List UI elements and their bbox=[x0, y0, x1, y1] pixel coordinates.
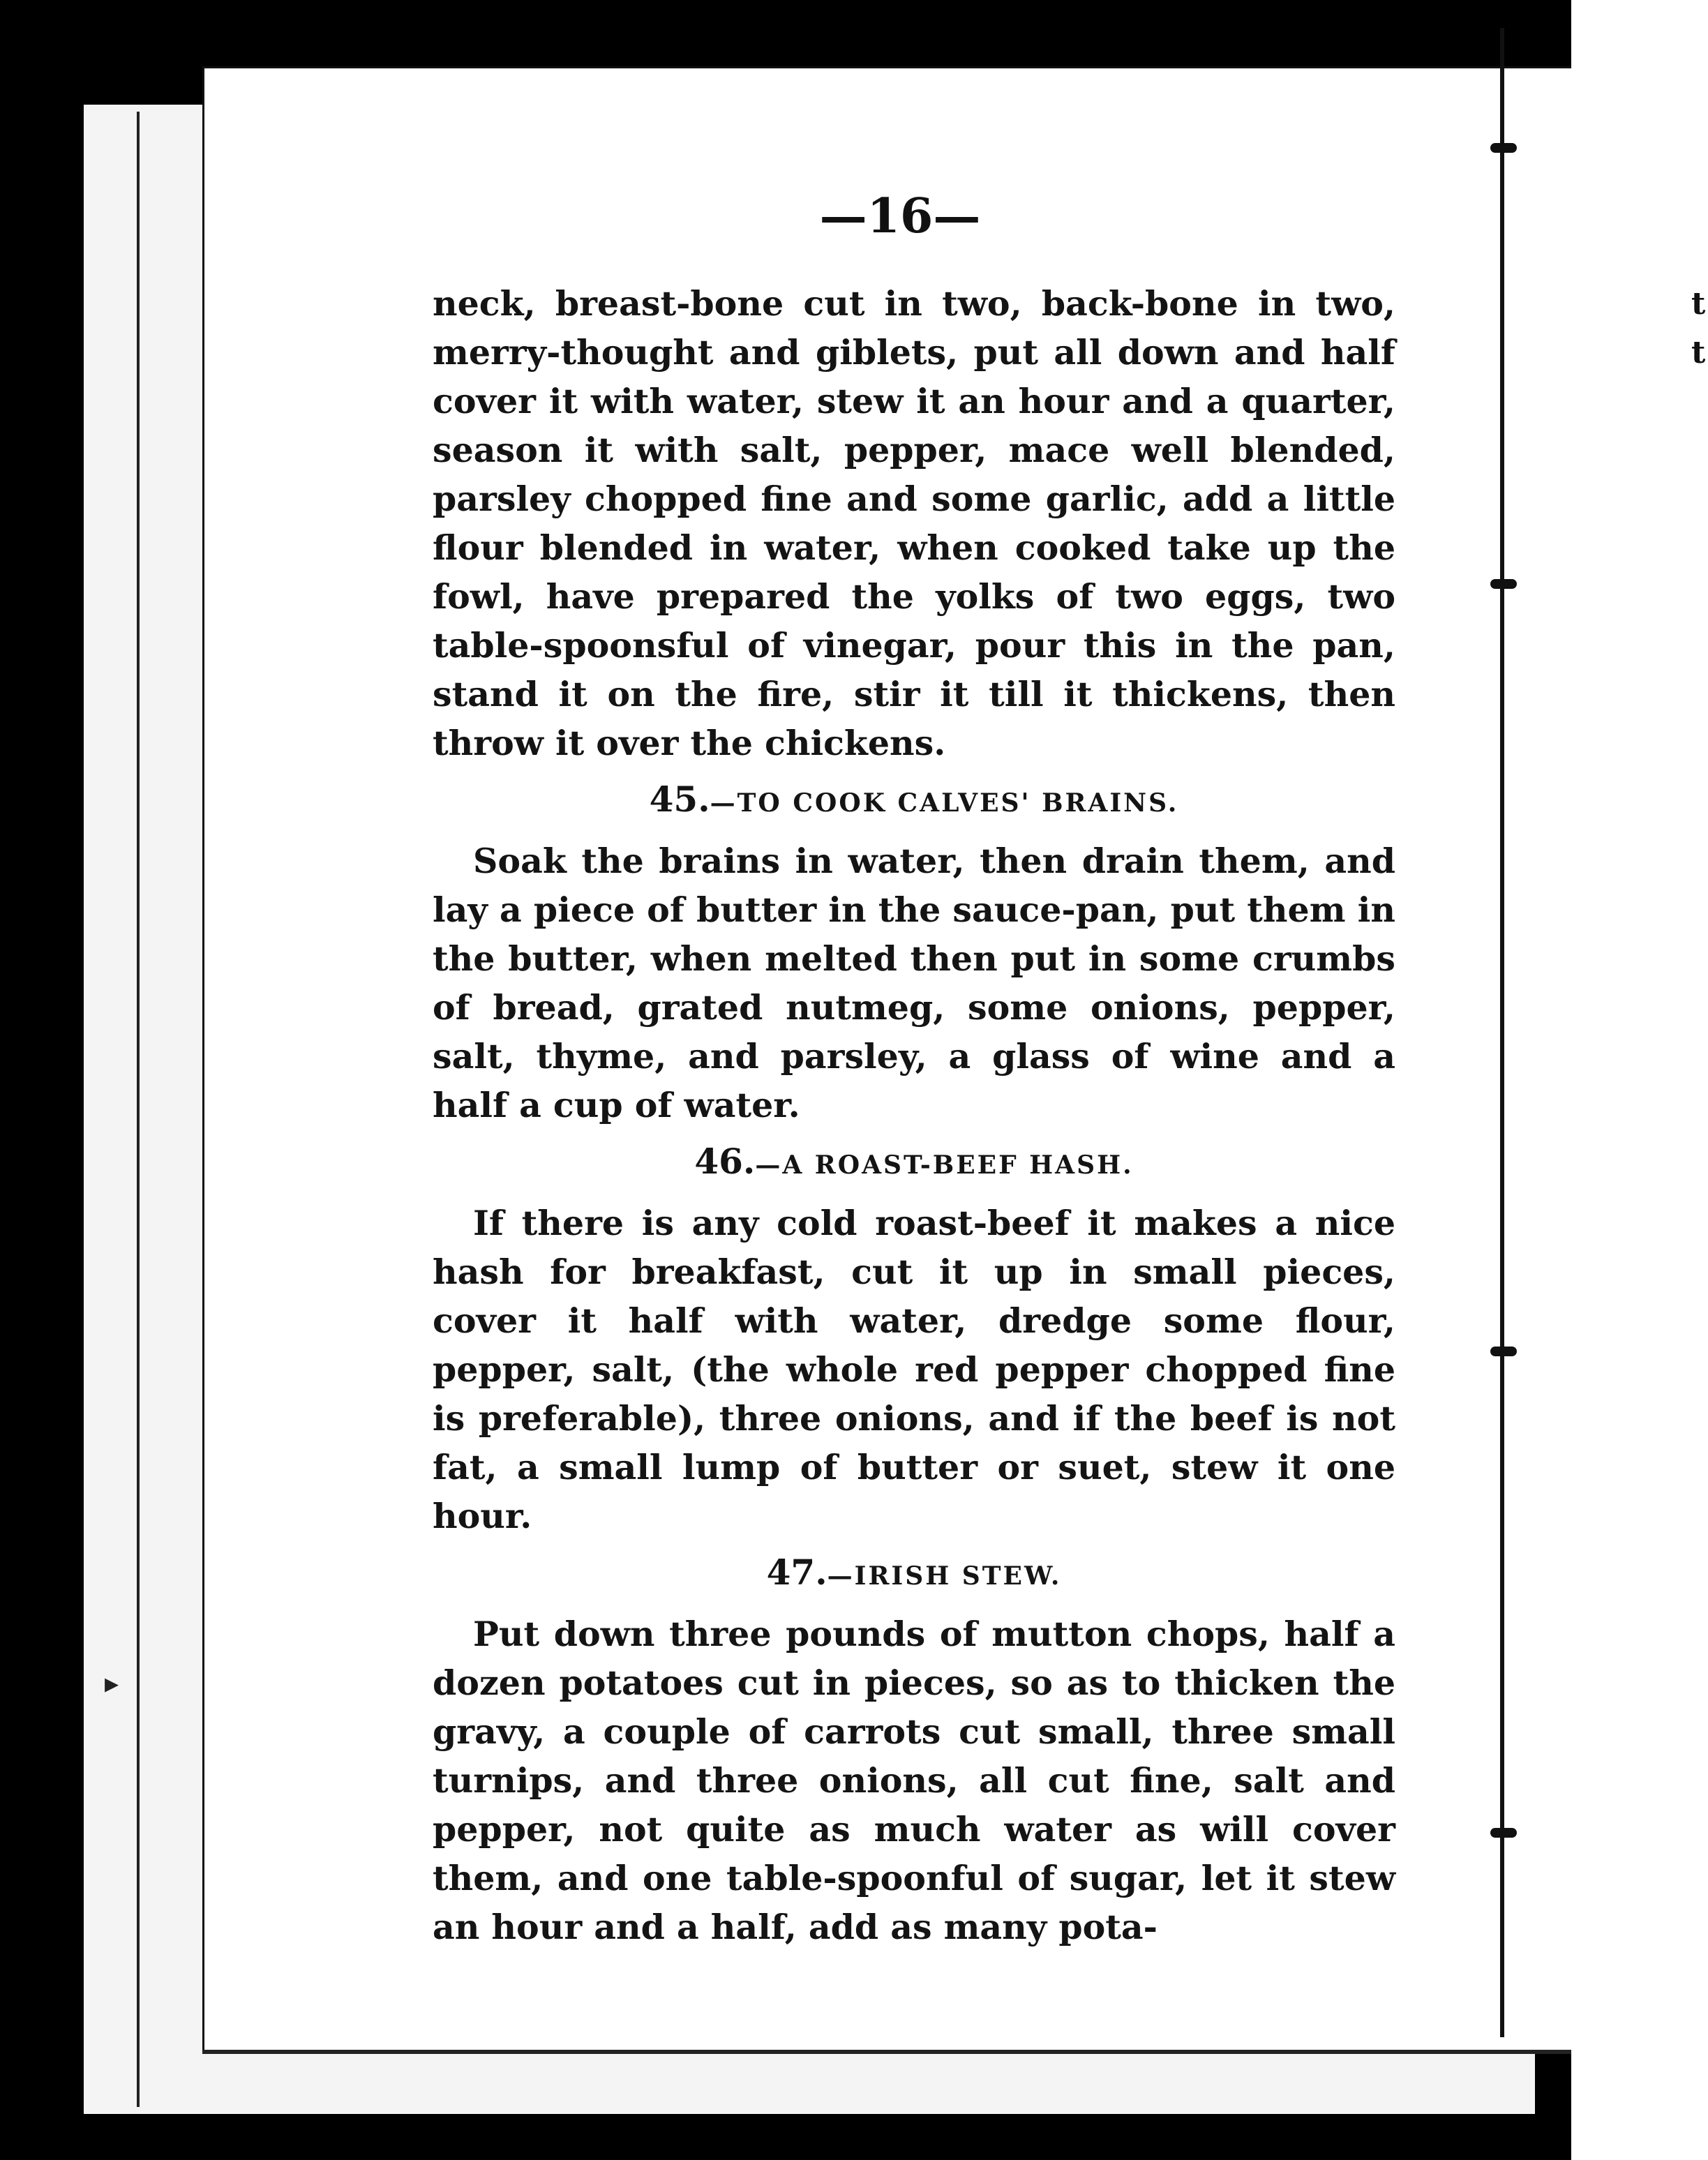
recipe-number: 46. bbox=[694, 1141, 756, 1182]
recipe-body: If there is any cold roast-beef it makes a nice hash for breakfast, cut it up in small pieces, cover it half with water, dredge some flour, pepper, salt, (the whole red pepper chopped fine is preferable), three onions, and if the beef is not fat, a small lump of butter or suet, stew it one hour. bbox=[433, 1203, 1395, 1536]
recipe-title: —IRISH STEW. bbox=[827, 1561, 1062, 1591]
facing-page bbox=[1571, 0, 1708, 2160]
recipe-body: Soak the brains in water, then drain them, and lay a piece of butter in the sauce-pan, put them in the butter, when melted then put in some crumbs of bread, grated nutmeg, some onions, pepper, salt, thyme, and parsley, a glass of wine and a half a cup of water. bbox=[433, 841, 1395, 1125]
scan-speck: ▸ bbox=[105, 1667, 119, 1700]
facing-page-fragment: t bbox=[1691, 335, 1706, 370]
page-bottom-rule bbox=[202, 2050, 1598, 2054]
page-number-value: 16 bbox=[867, 188, 934, 244]
page-number: —16— bbox=[819, 188, 981, 244]
binding-stitch bbox=[1490, 1347, 1517, 1356]
recipe-number: 47. bbox=[766, 1552, 827, 1593]
continued-paragraph: neck, breast-bone cut in two, back-bone in two, merry-thought and giblets, put all down and half cover it with water, stew it an hour and a quarter, season it with salt, pepper, mace well blended, parsley chopped fine and some garlic, add a little flour blended in water, when cooked take up the fowl, have prepared the yolks of two eggs, two table-spoonsful of vinegar, pour this in the pan, stand it on the fire, stir it till it thickens, then throw it over the chickens. bbox=[433, 283, 1395, 763]
binding-gutter bbox=[1500, 28, 1504, 2037]
recipe-body: Put down three pounds of mutton chops, half a dozen potatoes cut in pieces, so as to thicken the gravy, a couple of carrots cut small, three small turnips, and three onions, all cut fine, salt and pepper, not quite as much water as will cover them, and one table-spoonful of sugar, let it stew an hour and a half, add as many pota- bbox=[433, 1614, 1395, 1947]
facing-page-fragment: t bbox=[1691, 286, 1706, 322]
recipe-heading bbox=[433, 1141, 1395, 1186]
recipe-title: —A ROAST-BEEF HASH. bbox=[755, 1150, 1134, 1180]
page-text bbox=[433, 279, 1395, 1951]
recipe-number: 45. bbox=[649, 779, 710, 820]
binding-stitch bbox=[1490, 1828, 1517, 1838]
recipe-heading bbox=[433, 779, 1395, 824]
page-edge-line bbox=[137, 112, 140, 2107]
binding-stitch bbox=[1490, 143, 1517, 153]
binding-stitch bbox=[1490, 579, 1517, 589]
recipe-title: —TO COOK CALVES' BRAINS. bbox=[710, 788, 1179, 818]
recipe-heading bbox=[433, 1552, 1395, 1597]
